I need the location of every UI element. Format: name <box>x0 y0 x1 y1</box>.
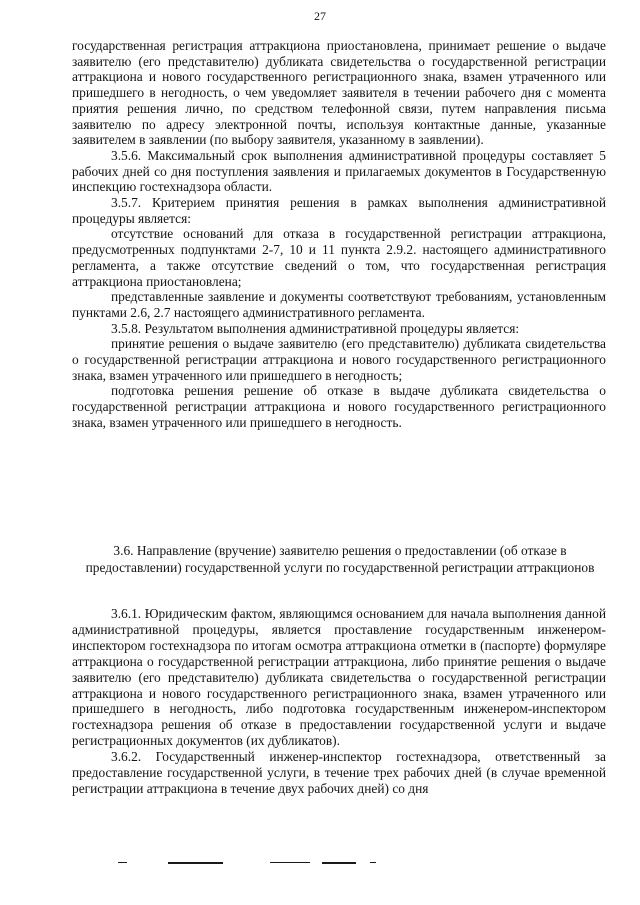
section-3-6-text <box>72 606 606 797</box>
paragraph-3-5-7: 3.5.7. Критерием принятия решения в рамках выполнения административной процедуры является: <box>72 195 606 226</box>
footer-scan-mark <box>168 862 223 864</box>
footer-scan-mark <box>118 862 127 863</box>
paragraph-3-6-2: 3.6.2. Государственный инженер-инспектор гостехнадзора, ответственный за предоставление государственной услуги, в течение трех рабочих дней (в случае временной регистрации аттракциона в течение двух рабочих дней) со дня <box>72 749 606 796</box>
paragraph-criterion-no-grounds: отсутствие оснований для отказа в государственной регистрации аттракциона, предусмотренных подпунктами 2-7, 10 и 11 пункта 2.9.2. настоящего административного регламента, а также отсутствие сведений о том, что государственная регистрация аттракциона приостановлена; <box>72 226 606 289</box>
page-number: 27 <box>314 9 326 23</box>
section-3-6-heading: 3.6. Направление (вручение) заявителю решения о предоставлении (об отказе в предоставлении) государственной услуги по государственной регистрации аттракционов <box>85 543 595 575</box>
footer-scan-mark <box>322 862 356 864</box>
paragraph-3-5-8: 3.5.8. Результатом выполнения административной процедуры является: <box>111 320 520 336</box>
paragraph-3-5-6: 3.5.6. Максимальный срок выполнения административной процедуры составляет 5 рабочих дней со дня поступления заявления и прилагаемых документов в Государственную инспекцию гостехнадзора области. <box>72 147 606 195</box>
section-3-5-text <box>72 38 606 431</box>
paragraph-result-issue-duplicate: принятие решения о выдаче заявителю (его представителю) дубликата свидетельства о государственной регистрации аттракциона и нового государственного регистрационного знака, взамен утраченного или пришедшего в негодность; <box>72 336 606 383</box>
footer-scan-mark <box>270 862 310 863</box>
paragraph-decision-duplicate: государственная регистрация аттракциона приостановлена, принимает решение о выдаче заявителю (его представителю) дубликата свидетельства о государственной регистрации аттракциона и нового государственного регистрационного знака, взамен утраченного или пришедшего в негодность, о чем уведомляет заявителя в течении рабочего дня с момента приятия решения лично, по средством телефонной связи, путем направления письма заявителю по адресу электронной почты, используя контактные данные, указанные заявителем в заявлении (по выбору заявителя, указанному в заявлении). <box>72 38 606 148</box>
paragraph-3-6-1: 3.6.1. Юридическим фактом, являющимся основанием для начала выполнения данной административной процедуры, является проставление государственным инженером-инспектором гостехнадзора по итогам осмотра аттракциона отметки в (паспорте) формуляре аттракциона о государственной регистрации аттракциона, либо принятие решения о выдаче заявителю (его представителю) дубликата свидетельства о государственной регистрации аттракциона и нового государственного регистрационного знака, взамен утраченного или пришедшего в негодность, либо подготовка государственным инженером-инспектором гостехнадзора решения об отказе в предоставлении государственной услуги и выдаче регистрационных документов (их дубликатов). <box>72 606 606 749</box>
paragraph-result-refusal: подготовка решения решение об отказе в выдаче дубликата свидетельства о государственной регистрации аттракциона и нового государственного регистрационного знака, взамен утраченного или пришедшего в негодность. <box>72 383 606 430</box>
footer-scan-mark <box>370 862 376 863</box>
paragraph-criterion-documents: представленные заявление и документы соответствуют требованиям, установленным пунктами 2.6, 2.7 настоящего административного регламента. <box>72 289 606 320</box>
